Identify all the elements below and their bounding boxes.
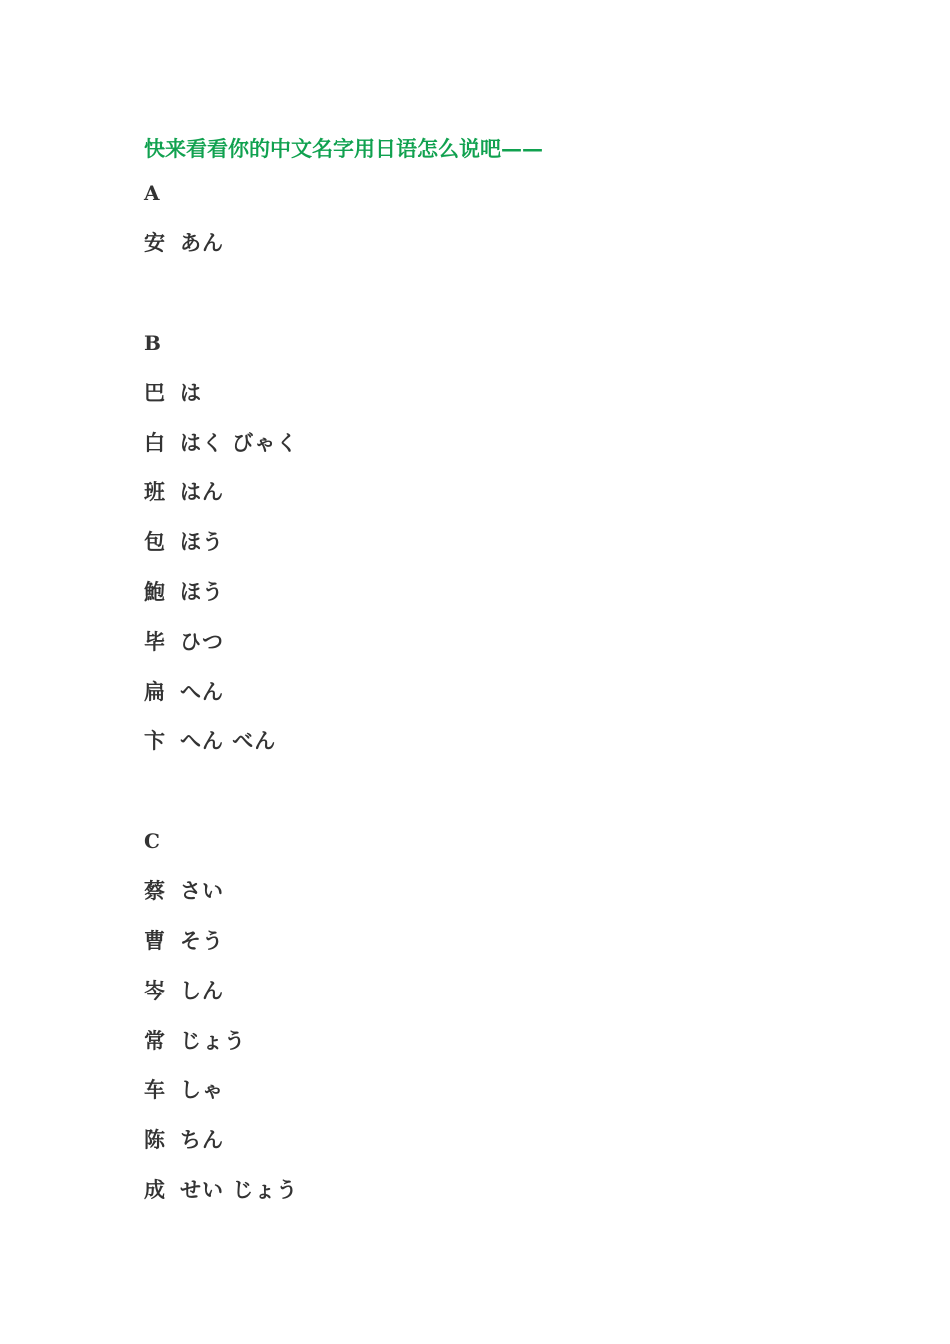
entry-kanji: 巴 bbox=[144, 379, 165, 405]
entry-kanji: 包 bbox=[144, 529, 165, 555]
entry-kanji: 曹 bbox=[144, 927, 165, 953]
entry-reading: へん べん bbox=[180, 728, 277, 754]
entry-reading: さい bbox=[180, 878, 224, 904]
entry-reading: へん bbox=[180, 678, 224, 704]
entry-kanji: 陈 bbox=[144, 1127, 165, 1153]
name-entry bbox=[144, 878, 844, 928]
entry-reading: しゃ bbox=[180, 1077, 224, 1103]
entry-kanji: 蔡 bbox=[144, 878, 165, 904]
entry-reading: せい じょう bbox=[180, 1176, 299, 1202]
page-title: 快来看看你的中文名字用日语怎么说吧—— bbox=[144, 136, 543, 161]
entry-kanji: 扁 bbox=[144, 678, 165, 704]
entry-reading: しん bbox=[180, 977, 224, 1003]
entry-reading: はん bbox=[180, 479, 224, 505]
entry-reading: ひつ bbox=[180, 628, 224, 654]
section-a bbox=[144, 180, 844, 280]
name-entry bbox=[144, 1177, 844, 1227]
entry-kanji: 成 bbox=[144, 1176, 165, 1202]
entry-reading: はく びゃく bbox=[180, 429, 299, 455]
section-c bbox=[144, 828, 844, 1227]
entry-kanji: 卞 bbox=[144, 728, 165, 754]
name-entry bbox=[144, 679, 844, 729]
section-letter: A bbox=[144, 181, 160, 205]
entry-kanji: 车 bbox=[144, 1077, 165, 1103]
name-entry bbox=[144, 529, 844, 579]
entry-reading: じょう bbox=[180, 1027, 246, 1053]
name-entry bbox=[144, 1028, 844, 1078]
entry-kanji: 班 bbox=[144, 479, 165, 505]
entry-reading: ほう bbox=[180, 578, 224, 604]
entry-reading: ほう bbox=[180, 529, 224, 555]
name-entry bbox=[144, 430, 844, 480]
entry-reading: ちん bbox=[180, 1127, 224, 1153]
section-letter: C bbox=[144, 829, 160, 854]
name-entry bbox=[144, 978, 844, 1028]
name-entry bbox=[144, 479, 844, 529]
entry-kanji: 毕 bbox=[144, 628, 165, 654]
name-entry bbox=[144, 380, 844, 430]
entry-reading: そう bbox=[180, 927, 224, 953]
name-entry bbox=[144, 1127, 844, 1177]
name-entry bbox=[144, 230, 844, 280]
name-entry bbox=[144, 1077, 844, 1127]
entry-kanji: 鮑 bbox=[144, 578, 165, 604]
entry-kanji: 常 bbox=[144, 1027, 165, 1053]
section-letter: B bbox=[144, 330, 161, 355]
name-entry bbox=[144, 728, 844, 778]
entry-kanji: 安 bbox=[144, 230, 165, 255]
section-b bbox=[144, 330, 844, 778]
document-page bbox=[144, 130, 844, 1227]
name-entry bbox=[144, 928, 844, 978]
entry-reading: は bbox=[180, 379, 202, 405]
name-entry bbox=[144, 629, 844, 679]
entry-reading: あん bbox=[180, 230, 224, 255]
name-entry bbox=[144, 579, 844, 629]
entry-kanji: 岑 bbox=[144, 977, 165, 1003]
entry-kanji: 白 bbox=[144, 429, 165, 455]
